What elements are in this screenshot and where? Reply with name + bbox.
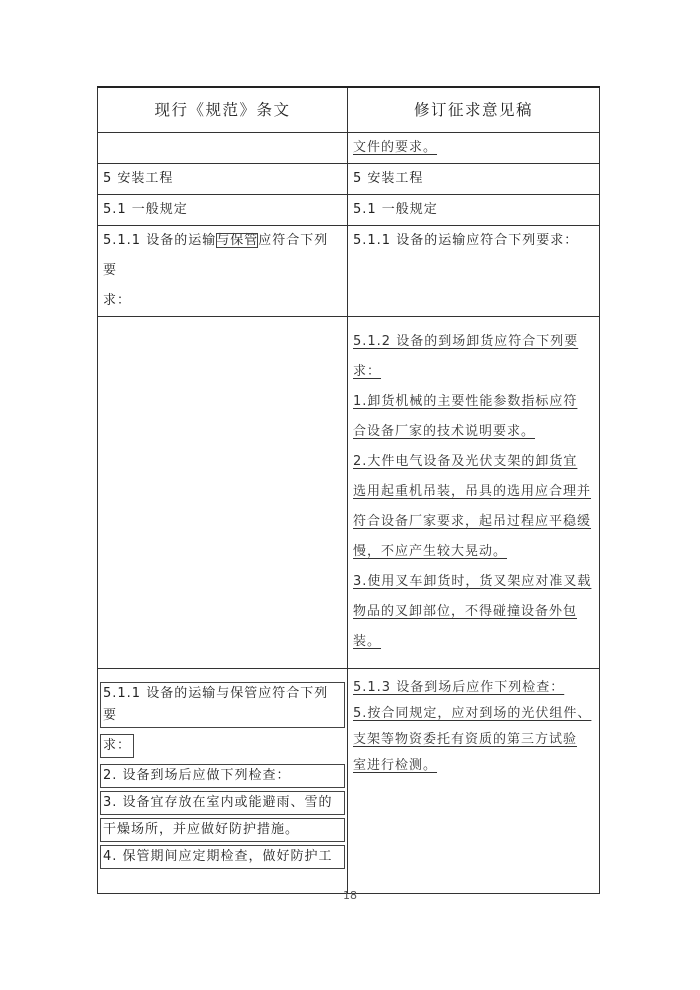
cell-right: 5.1.1 设备的运输应符合下列要求： bbox=[348, 226, 600, 317]
boxed-deleted-text: 与保管 bbox=[216, 233, 259, 248]
cell-right bbox=[348, 669, 600, 894]
comparison-table bbox=[97, 86, 600, 894]
cell-right bbox=[348, 133, 600, 164]
clause-line: 慢，不应产生较大晃动。 bbox=[353, 544, 508, 559]
table-row bbox=[98, 317, 600, 669]
table-row bbox=[98, 669, 600, 894]
boxed-deleted-line: 2. 设备到场后应做下列检查： bbox=[100, 764, 345, 788]
clause-line: 求： bbox=[353, 364, 382, 379]
clause-line: 符合设备厂家要求，起吊过程应平稳缓 bbox=[353, 514, 592, 529]
page-number: 18 bbox=[343, 889, 357, 902]
clause-line: 物品的叉卸部位，不得碰撞设备外包 bbox=[353, 604, 578, 619]
table-row bbox=[98, 195, 600, 226]
cell-text: 求： bbox=[103, 293, 132, 308]
clause-line: 支架等物资委托有资质的第三方试验 bbox=[353, 732, 578, 747]
cell-left bbox=[98, 226, 348, 317]
clause-line: 1.卸货机械的主要性能参数指标应符 bbox=[353, 394, 578, 409]
boxed-deleted-line: 3. 设备宜存放在室内或能避雨、雪的 bbox=[100, 791, 345, 815]
cell-left-empty bbox=[98, 317, 348, 669]
clause-line: 选用起重机吊装，吊具的选用应合理并 bbox=[353, 484, 592, 499]
table-row bbox=[98, 164, 600, 195]
cell-right bbox=[348, 317, 600, 669]
clause-line: 室进行检测。 bbox=[353, 758, 438, 773]
clause-line: 5.1.3 设备到场后应作下列检查： bbox=[353, 680, 565, 695]
cell-left: 5 安装工程 bbox=[98, 164, 348, 195]
clause-line: 5.按合同规定，应对到场的光伏组件、 bbox=[353, 706, 592, 721]
cell-left-empty bbox=[98, 133, 348, 164]
table-row bbox=[98, 226, 600, 317]
table-row bbox=[98, 133, 600, 164]
clause-line: 2.大件电气设备及光伏支架的卸货宜 bbox=[353, 454, 578, 469]
clause-line: 合设备厂家的技术说明要求。 bbox=[353, 424, 536, 439]
boxed-deleted-line: 4. 保管期间应定期检查，做好防护工 bbox=[100, 845, 345, 869]
header-revision-draft: 修订征求意见稿 bbox=[348, 87, 600, 133]
table-header-row bbox=[98, 87, 600, 133]
boxed-deleted-line: 干燥场所，并应做好防护措施。 bbox=[100, 818, 345, 842]
cell-right: 5 安装工程 bbox=[348, 164, 600, 195]
clause-line: 5.1.2 设备的到场卸货应符合下列要 bbox=[353, 334, 579, 349]
clause-line: 3.使用叉车卸货时，货叉架应对准叉载 bbox=[353, 574, 592, 589]
header-current-clause: 现行《规范》条文 bbox=[98, 87, 348, 133]
cell-text: 文件的要求。 bbox=[353, 140, 438, 155]
boxed-deleted-line: 5.1.1 设备的运输与保管应符合下列要 bbox=[100, 682, 345, 728]
cell-left: 5.1 一般规定 bbox=[98, 195, 348, 226]
clause-line: 装。 bbox=[353, 634, 382, 649]
cell-left bbox=[98, 669, 348, 894]
cell-text: 5.1.1 设备的运输 bbox=[103, 233, 217, 248]
cell-text: 应符合下列要 bbox=[103, 233, 329, 278]
cell-right: 5.1 一般规定 bbox=[348, 195, 600, 226]
boxed-deleted-line: 求： bbox=[100, 734, 134, 758]
